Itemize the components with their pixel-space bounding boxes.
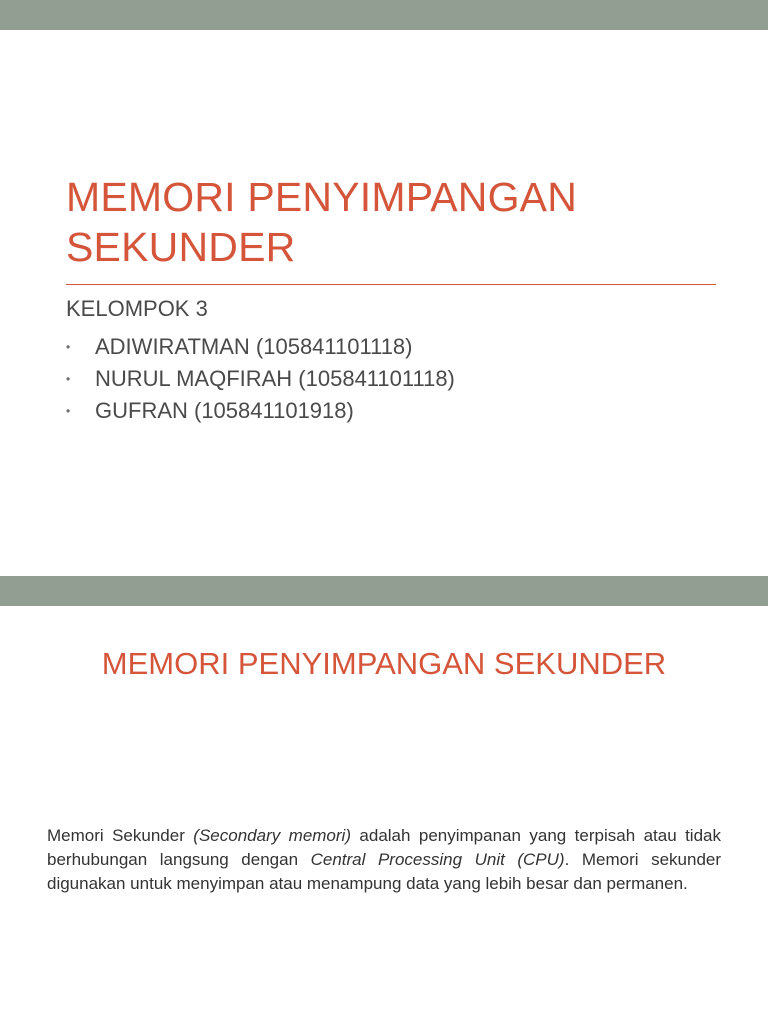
member-list — [66, 331, 455, 427]
paragraph-text-3: . Memori sekunder digunakan untuk menyimpan atau menampung data yang lebih besar dan permanen. — [47, 850, 722, 893]
definition-paragraph — [47, 824, 721, 896]
paragraph-italic-2: Central Processing Unit (CPU) — [310, 850, 565, 869]
group-label: KELOMPOK 3 — [66, 296, 208, 321]
bullet-icon: • — [66, 372, 71, 386]
member-name: NURUL MAQFIRAH (105841101118) — [95, 366, 455, 391]
bullet-icon: • — [66, 404, 71, 418]
bullet-icon: • — [66, 340, 71, 354]
paragraph-text-1: Memori Sekunder — [47, 826, 194, 845]
list-item — [66, 363, 455, 395]
slide-2-title: MEMORI PENYIMPANGAN SEKUNDER — [101, 646, 667, 681]
slide-1-title-line-1: MEMORI PENYIMPANGAN — [66, 174, 578, 220]
paragraph-text-2: adalah penyimpanan yang terpisah atau tidak berhubungan langsung dengan — [47, 826, 721, 869]
member-name: GUFRAN (105841101918) — [95, 398, 354, 423]
list-item — [66, 331, 455, 363]
title-divider — [66, 284, 716, 285]
slide-1-title-line-2: SEKUNDER — [66, 224, 296, 270]
paragraph-italic-1: (Secondary memori) — [193, 826, 351, 845]
list-item — [66, 395, 455, 427]
member-name: ADIWIRATMAN (105841101118) — [95, 334, 413, 359]
slide-2-top-bar — [0, 576, 768, 606]
slide-1-top-bar — [0, 0, 768, 30]
slide-1-title — [66, 172, 726, 272]
